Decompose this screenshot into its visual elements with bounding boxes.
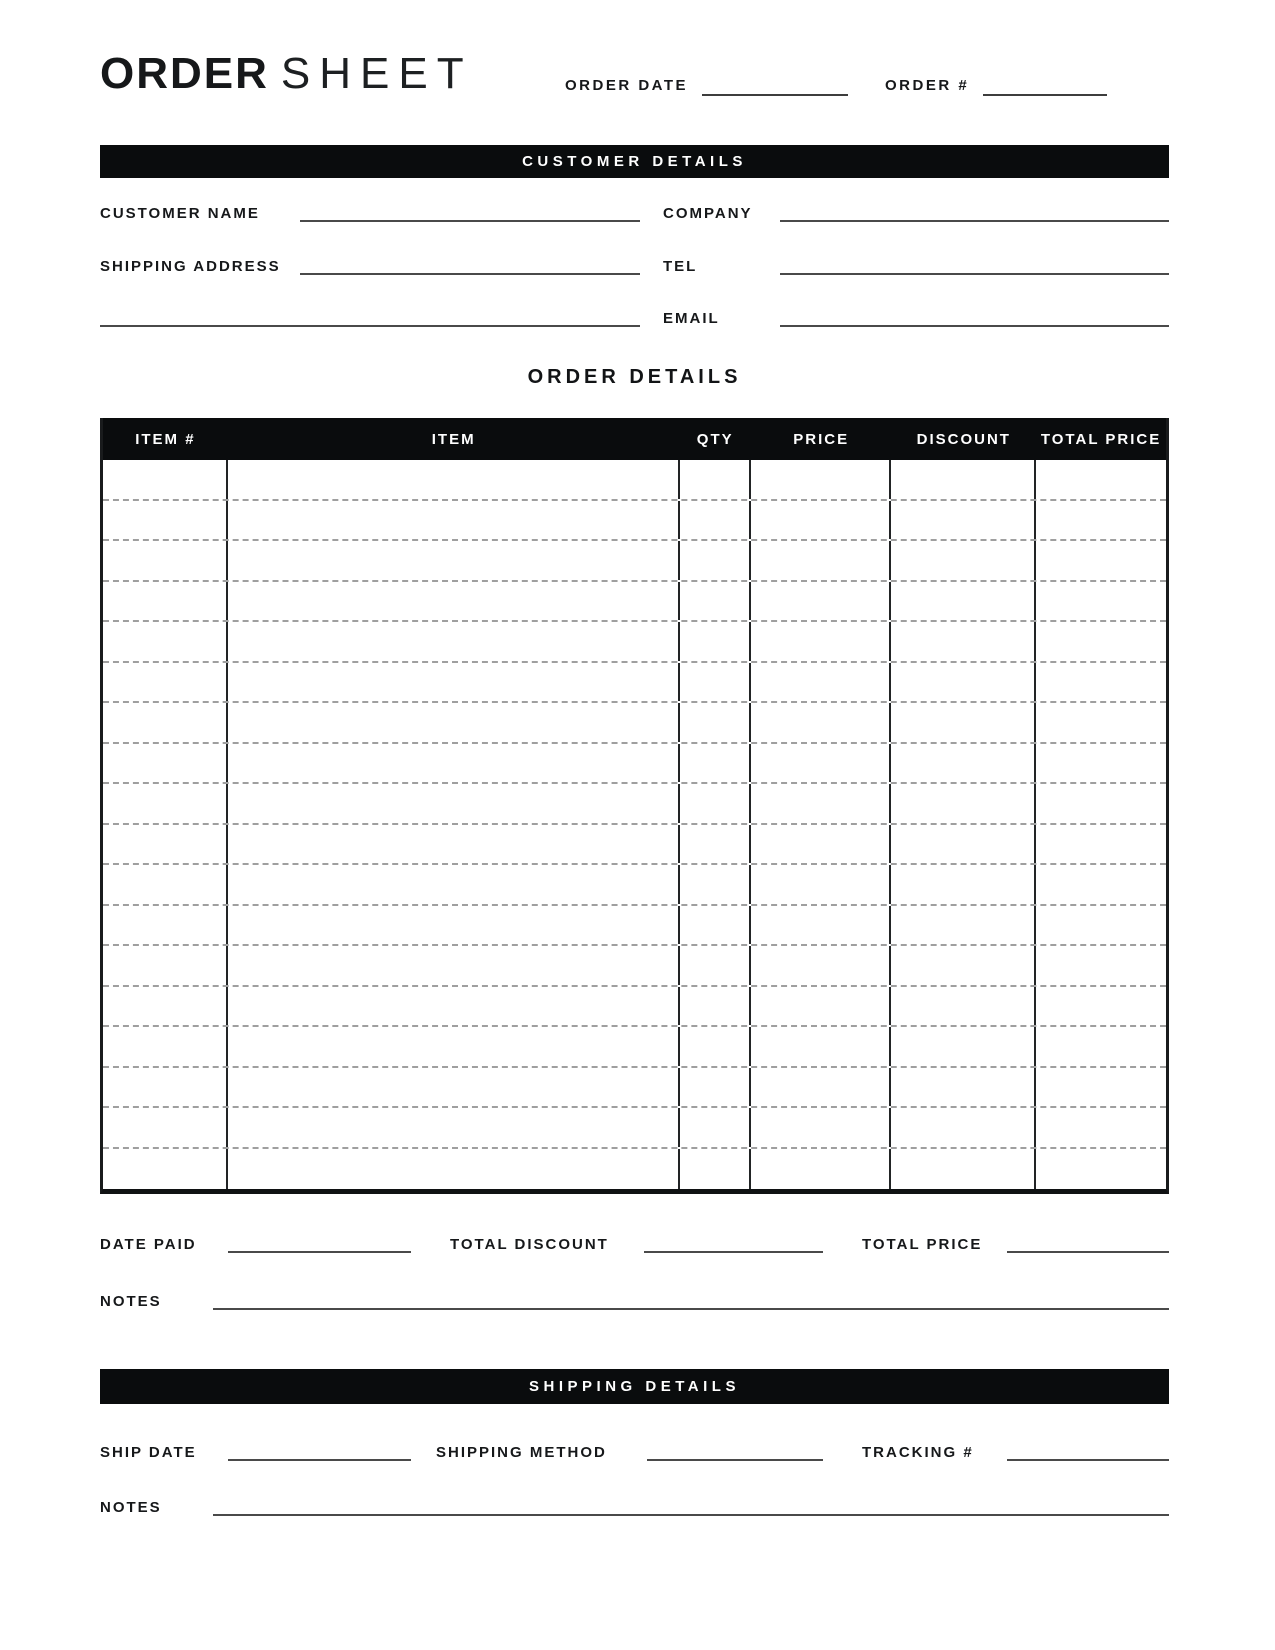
shipping-address-line[interactable]	[300, 273, 640, 275]
order-table-cell[interactable]	[1036, 906, 1166, 945]
order-table-cell[interactable]	[1036, 1068, 1166, 1107]
table-row	[103, 622, 1166, 663]
order-number-field	[885, 72, 1107, 96]
order-table-cell[interactable]	[680, 1068, 751, 1107]
column-header: ITEM	[431, 430, 476, 448]
order-table-cell[interactable]	[891, 865, 1036, 904]
order-table-cell[interactable]	[891, 1149, 1036, 1190]
order-table-cell[interactable]	[228, 946, 680, 985]
email-label: EMAIL	[663, 310, 720, 327]
page-title-bold: ORDER	[100, 49, 269, 98]
table-row	[103, 1108, 1166, 1149]
order-table-cell[interactable]	[228, 1068, 680, 1107]
tel-label: TEL	[663, 258, 698, 275]
order-table-cell[interactable]	[1036, 825, 1166, 864]
shipping-method-line[interactable]	[647, 1459, 823, 1461]
page-title-light: SHEET	[280, 49, 473, 98]
page-title	[100, 49, 473, 98]
shipping-notes-line[interactable]	[213, 1514, 1169, 1516]
order-details-heading: ORDER DETAILS	[527, 366, 742, 388]
order-table-cell[interactable]	[891, 663, 1036, 702]
table-row	[103, 501, 1166, 542]
order-table-cell[interactable]	[103, 784, 228, 823]
order-table-cell[interactable]	[891, 541, 1036, 580]
total-discount-line[interactable]	[644, 1251, 823, 1253]
shipping-address-label: SHIPPING ADDRESS	[100, 258, 281, 275]
order-table-cell[interactable]	[680, 663, 751, 702]
order-table-cell[interactable]	[103, 1027, 228, 1066]
order-table-cell[interactable]	[680, 987, 751, 1026]
order-table-cell[interactable]	[1036, 946, 1166, 985]
order-date-label: ORDER DATE	[565, 77, 689, 94]
order-table-cell[interactable]	[751, 1149, 892, 1190]
order-table-cell[interactable]	[680, 1108, 751, 1147]
email-line[interactable]	[780, 325, 1169, 327]
shipping-address-line-2[interactable]	[100, 325, 640, 327]
order-notes-line[interactable]	[213, 1308, 1169, 1310]
order-table-cell[interactable]	[228, 865, 680, 904]
order-table-cell[interactable]	[1036, 1027, 1166, 1066]
address-continuation-row	[100, 307, 1169, 329]
table-row	[103, 1027, 1166, 1068]
order-table-cell[interactable]	[680, 784, 751, 823]
customer-name-row	[100, 202, 1169, 224]
order-table-cell[interactable]	[228, 501, 680, 540]
order-number-line[interactable]	[983, 82, 1107, 96]
order-table-cell[interactable]	[1036, 865, 1166, 904]
order-table-cell[interactable]	[891, 906, 1036, 945]
order-table-body	[103, 460, 1166, 1189]
order-table-cell[interactable]	[103, 663, 228, 702]
order-table-cell[interactable]	[1036, 703, 1166, 742]
order-table-cell[interactable]	[680, 1027, 751, 1066]
table-row	[103, 703, 1166, 744]
order-table-cell[interactable]	[103, 703, 228, 742]
order-table-cell[interactable]	[751, 784, 892, 823]
order-table-cell[interactable]	[1036, 987, 1166, 1026]
order-date-line[interactable]	[702, 82, 848, 96]
order-table-cell[interactable]	[103, 622, 228, 661]
table-row	[103, 541, 1166, 582]
shipping-details-banner	[100, 1369, 1169, 1404]
table-row	[103, 582, 1166, 623]
total-discount-label: TOTAL DISCOUNT	[450, 1236, 609, 1253]
order-table-cell[interactable]	[751, 906, 892, 945]
order-table-cell[interactable]	[680, 541, 751, 580]
order-table-cell[interactable]	[103, 946, 228, 985]
order-table-cell[interactable]	[751, 987, 892, 1026]
totals-row	[100, 1233, 1169, 1255]
order-table-cell[interactable]	[1036, 541, 1166, 580]
table-row	[103, 946, 1166, 987]
tel-line[interactable]	[780, 273, 1169, 275]
table-row	[103, 460, 1166, 501]
shipping-row	[100, 1441, 1169, 1463]
tracking-number-line[interactable]	[1007, 1459, 1169, 1461]
order-table-cell[interactable]	[680, 1149, 751, 1190]
order-table-cell[interactable]	[891, 1027, 1036, 1066]
order-table-cell[interactable]	[1036, 460, 1166, 499]
order-table-cell[interactable]	[891, 582, 1036, 621]
order-notes-label: NOTES	[100, 1293, 162, 1310]
order-table-cell[interactable]	[891, 1108, 1036, 1147]
order-table-cell[interactable]	[228, 825, 680, 864]
order-table-cell[interactable]	[751, 865, 892, 904]
tracking-number-label: TRACKING #	[862, 1444, 974, 1461]
column-header: QTY	[696, 430, 734, 448]
order-table-cell[interactable]	[680, 744, 751, 783]
shipping-details-banner-label: SHIPPING DETAILS	[529, 1378, 740, 1395]
order-table-cell[interactable]	[751, 1068, 892, 1107]
order-table-cell[interactable]	[103, 1149, 228, 1190]
order-table-cell[interactable]	[228, 622, 680, 661]
order-table-cell[interactable]	[751, 541, 892, 580]
table-row	[103, 663, 1166, 704]
table-row	[103, 906, 1166, 947]
order-table-cell[interactable]	[751, 1108, 892, 1147]
table-row	[103, 1068, 1166, 1109]
order-table-cell[interactable]	[228, 541, 680, 580]
order-table-cell[interactable]	[1036, 1149, 1166, 1190]
order-table-cell[interactable]	[228, 460, 680, 499]
order-table-cell[interactable]	[891, 460, 1036, 499]
order-table-cell[interactable]	[891, 622, 1036, 661]
order-notes-row	[100, 1290, 1169, 1312]
shipping-notes-row	[100, 1496, 1169, 1518]
order-table-cell[interactable]	[228, 1108, 680, 1147]
order-table-cell[interactable]	[1036, 663, 1166, 702]
order-table-cell[interactable]	[1036, 1108, 1166, 1147]
order-table-cell[interactable]	[751, 622, 892, 661]
order-table-cell[interactable]	[891, 825, 1036, 864]
order-table-cell[interactable]	[751, 744, 892, 783]
order-table-cell[interactable]	[228, 663, 680, 702]
column-header: DISCOUNT	[916, 430, 1011, 448]
date-paid-line[interactable]	[228, 1251, 411, 1253]
date-paid-label: DATE PAID	[100, 1236, 197, 1253]
order-table-cell[interactable]	[891, 1068, 1036, 1107]
customer-name-line[interactable]	[300, 220, 640, 222]
order-table-cell[interactable]	[680, 582, 751, 621]
order-table-cell[interactable]	[891, 501, 1036, 540]
table-row	[103, 987, 1166, 1028]
order-table-cell[interactable]	[103, 460, 228, 499]
order-table-cell[interactable]	[1036, 501, 1166, 540]
order-table-cell[interactable]	[751, 1027, 892, 1066]
order-table-cell[interactable]	[751, 946, 892, 985]
order-table-cell[interactable]	[751, 501, 892, 540]
order-table-cell[interactable]	[680, 460, 751, 499]
ship-date-label: SHIP DATE	[100, 1444, 197, 1461]
order-table-cell[interactable]	[680, 825, 751, 864]
company-label: COMPANY	[663, 205, 753, 222]
company-line[interactable]	[780, 220, 1169, 222]
total-price-line[interactable]	[1007, 1251, 1169, 1253]
table-row	[103, 744, 1166, 785]
order-table-cell[interactable]	[228, 1149, 680, 1190]
order-table-cell[interactable]	[891, 987, 1036, 1026]
customer-details-banner	[100, 145, 1169, 178]
order-table-cell[interactable]	[103, 1108, 228, 1147]
order-table-cell[interactable]	[680, 865, 751, 904]
order-table-cell[interactable]	[1036, 622, 1166, 661]
column-header: ITEM #	[135, 430, 196, 448]
order-table-cell[interactable]	[103, 825, 228, 864]
order-table-cell[interactable]	[751, 663, 892, 702]
table-row	[103, 825, 1166, 866]
order-table-header	[103, 418, 1166, 460]
order-table-cell[interactable]	[103, 501, 228, 540]
order-table-cell[interactable]	[103, 541, 228, 580]
order-table-cell[interactable]	[103, 906, 228, 945]
order-table-cell[interactable]	[1036, 744, 1166, 783]
order-table-cell[interactable]	[751, 460, 892, 499]
order-table-cell[interactable]	[680, 703, 751, 742]
order-table-cell[interactable]	[751, 703, 892, 742]
order-table-cell[interactable]	[1036, 582, 1166, 621]
order-table-cell[interactable]	[103, 1068, 228, 1107]
column-header: PRICE	[793, 430, 850, 448]
order-table-cell[interactable]	[228, 703, 680, 742]
customer-details-banner-label: CUSTOMER DETAILS	[522, 153, 747, 170]
order-table-cell[interactable]	[228, 906, 680, 945]
order-table-cell[interactable]	[103, 987, 228, 1026]
order-table-cell[interactable]	[228, 582, 680, 621]
column-header: TOTAL PRICE	[1040, 430, 1162, 448]
order-table-cell[interactable]	[891, 744, 1036, 783]
order-number-label: ORDER #	[885, 77, 970, 94]
order-table-cell[interactable]	[103, 865, 228, 904]
order-table-cell[interactable]	[680, 946, 751, 985]
order-table-cell[interactable]	[680, 906, 751, 945]
table-row	[103, 1149, 1166, 1190]
order-table-cell[interactable]	[228, 987, 680, 1026]
shipping-notes-label: NOTES	[100, 1499, 162, 1516]
shipping-method-label: SHIPPING METHOD	[436, 1444, 607, 1461]
order-table-cell[interactable]	[891, 784, 1036, 823]
order-date-field	[565, 72, 848, 96]
order-table-cell[interactable]	[680, 622, 751, 661]
order-table-cell[interactable]	[228, 784, 680, 823]
table-row	[103, 865, 1166, 906]
order-table-cell[interactable]	[228, 744, 680, 783]
order-table-cell[interactable]	[103, 744, 228, 783]
shipping-address-row	[100, 255, 1169, 277]
total-price-label: TOTAL PRICE	[862, 1236, 983, 1253]
order-table-cell[interactable]	[228, 1027, 680, 1066]
ship-date-line[interactable]	[228, 1459, 411, 1461]
table-row	[103, 784, 1166, 825]
customer-name-label: CUSTOMER NAME	[100, 205, 260, 222]
order-table-cell[interactable]	[1036, 784, 1166, 823]
order-table-cell[interactable]	[751, 825, 892, 864]
order-table	[100, 418, 1169, 1194]
order-table-cell[interactable]	[751, 582, 892, 621]
order-table-cell[interactable]	[680, 501, 751, 540]
order-table-cell[interactable]	[891, 703, 1036, 742]
order-table-cell[interactable]	[103, 582, 228, 621]
order-table-cell[interactable]	[891, 946, 1036, 985]
